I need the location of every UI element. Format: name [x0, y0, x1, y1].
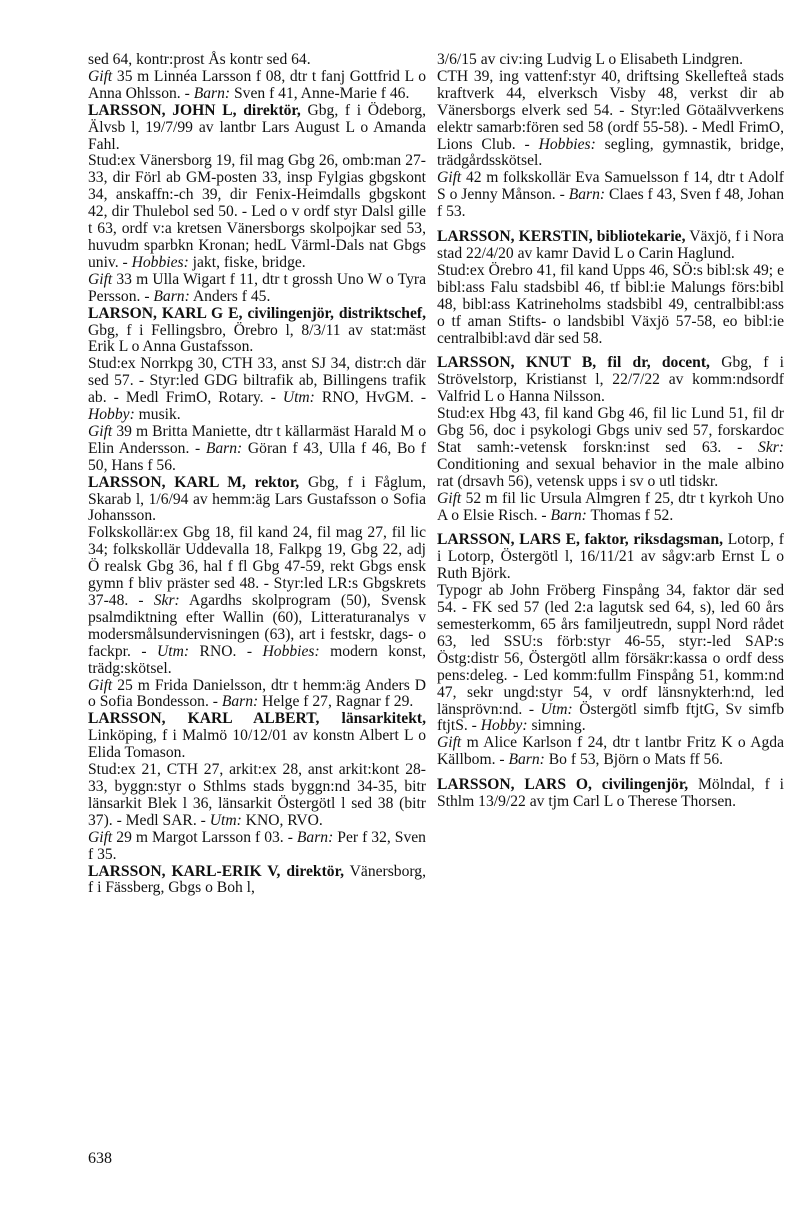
skr-label: Skr: — [153, 592, 180, 609]
children-label: Barn: — [205, 439, 243, 457]
entry-role: bibliotekarie, — [592, 228, 686, 246]
right-column — [437, 52, 784, 811]
family-text: 29 m Margot Larsson f 03. - — [112, 828, 297, 846]
family-text: 35 m Linnéa Larsson f 08, dtr t fanj Gottfrid L o Anna Ohlsson. - — [88, 67, 426, 102]
family-text: m Alice Karlson f 24, dtr t lantbr Fritz K o Agda Källbom. - — [437, 734, 784, 769]
entry-role: faktor, riksdagsman, — [579, 531, 724, 549]
family-text: 25 m Frida Danielsson, dtr t hemm:äg Anders D o Sofia Bondesson. - — [88, 676, 426, 711]
entry-karl-albert-larsson — [88, 711, 426, 863]
children-label: Barn: — [296, 828, 334, 846]
children-label: Barn: — [153, 287, 190, 305]
entry-career: CTH 39, ing vattenf:styr 40, driftsing Skellefteå stads kraftverk 44, elverksch Visby 48, verkst dir ab Vänersborgs elverk sed 54. - Styr:led Götaälvverkens elektr samarb:fören sed 58 (ordf 55-58). - Medl FrimO, Lions Club. - — [437, 67, 784, 153]
family-text: 42 m folkskollär Eva Samuelsson f 14, dtr t Adolf S o Jenny Månson. - — [437, 169, 784, 204]
entry-career: Folkskollär:ex Gbg 18, fil kand 24, fil mag 27, fil lic 34; folkskollär Uddevalla 18, Falkpg 19, Gbg 22, adj Ö realsk Gbg 36, hal f fl Gbg 47-59, rekt Gbgs ensk gymn f bliv präster sed 48. - Styr:led LR:s Gbgskrets 37-48. - — [88, 524, 426, 609]
entry-role: fil dr, docent, — [596, 354, 710, 372]
entry-career: Stud:ex 21, CTH 27, arkit:ex 28, anst arkit:kont 28-33, byggn:styr o Sthlms stads byggn:nd 34-35, bitr länsarkit Blek l 36, länsarkit Östergötl l sed 38 (bitr 37). - Medl SAR. - — [88, 761, 426, 829]
hobbies-label: Hobbies: — [538, 135, 596, 153]
family-text: 39 m Britta Maniette, dtr t källarmäst Harald M o Elin Andersson. - — [88, 422, 426, 457]
entry-name: LARSON, KARL G E, — [88, 304, 243, 322]
utm-text: Östergötl simfb ftjtG, Sv simfb ftjtS. - — [437, 700, 784, 735]
skr-text: Conditioning and sexual behavior in the male albino rat (drsavh 56), vetensk upps i sv o utl tidskr. — [437, 455, 784, 490]
children-label: Barn: — [508, 751, 545, 769]
continuation-entry — [88, 52, 426, 103]
continuation-family — [88, 69, 426, 103]
hobby-text: simning. — [527, 717, 586, 735]
page-number: 638 — [88, 1150, 112, 1167]
family-label: Gift — [88, 676, 113, 694]
entry-name: LARSSON, KARL-ERIK V, — [88, 862, 281, 880]
children-text: Per f 32, Sven f 35. — [88, 828, 426, 863]
utm-label: Utm: — [209, 811, 242, 829]
entry-lars-o-larsson — [437, 777, 784, 811]
hobby-label: Hobby: — [480, 717, 528, 735]
children-text: Göran f 43, Ulla f 46, Bo f 50, Hans f 56. — [88, 439, 426, 474]
hobbies-label: Hobbies: — [262, 642, 320, 660]
utm-label: Utm: — [282, 389, 315, 407]
entry-name: LARSSON, KNUT B, — [437, 354, 597, 372]
entry-intro: Linköping, f i Malmö 10/12/01 av konstn Albert L o Elida Tomason. — [88, 727, 426, 762]
entry-role: direktör, — [236, 101, 301, 119]
family-label: Gift — [437, 734, 462, 752]
children-text: Anders f 45. — [189, 287, 271, 305]
family-label: Gift — [88, 422, 113, 440]
children-label: Barn: — [193, 84, 231, 102]
utm-text: RNO, HvGM. - — [314, 389, 427, 407]
utm-label: Utm: — [157, 642, 190, 660]
entry-career: Stud:ex Hbg 43, fil kand Gbg 46, fil lic Lund 51, fil dr Gbg 56, doc i psykologi Gbgs univ sed 57, forskardoc Stat samh:-vetensk forskn:inst sed 63. - — [437, 405, 784, 456]
entry-karl-erik-v-larsson — [88, 864, 426, 898]
entry-intro: Gbg, f i Fåglum, Skarab l, 1/6/94 av hemm:äg Lars Gustafsson o Sofia Johansson. — [88, 473, 427, 525]
entry-career: Stud:ex Örebro 41, fil kand Upps 46, SÖ:s bibl:sk 49; e bibl:ass Falu stadsbibl 46, tf bibl:ie Malungs förs:bibl 48, bibl:ass Katrineholms stadsbibl 49, centralbibl:ass o tf aman Stifts- o landsbibl Växjö 57-58, eo bibl:ie centralbibl:avd där sed 58. — [437, 261, 784, 347]
entry-kerstin-larsson — [437, 229, 784, 347]
entry-intro: 3/6/15 av civ:ing Ludvig L o Elisabeth Lindgren. — [437, 51, 744, 68]
entry-role: rektor, — [245, 473, 300, 491]
family-label: Gift — [437, 169, 462, 187]
entry-intro: Gbg, f i Ödeborg, Älvsb l, 19/7/99 av lantbr Lars August L o Amanda Fahl. — [88, 101, 426, 153]
entry-career: Stud:ex Vänersborg 19, fil mag Gbg 26, omb:man 27-33, dir Förl ab GM-posten 33, insp Fylgias gbgskont 34, anskaffn:-ch 39, dir Fenix-Heimdalls gbgskont 42, dir Thulebol sed 50. - Led o v ordf styr Dalsl gille t 63, ordf v:a kretsen Vänersborgs skolpojkar sed 53, huvudm sparbkn Kronan; hedL Värml-Dals nat Gbgs univ. - — [88, 152, 426, 271]
entry-role: länsarkitekt, — [319, 710, 426, 728]
entry-lars-e-larsson — [437, 532, 784, 769]
entry-intro: Lotorp, f i Lotorp, Östergötl l, 16/11/21 av sågv:arb Ernst L o Ruth Björk. — [437, 531, 784, 583]
entry-karl-g-e-larson — [88, 306, 426, 475]
entry-intro: Mölndal, f i Sthlm 13/9/22 av tjm Carl L o Therese Thorsen. — [437, 776, 785, 811]
children-text: Thomas f 52. — [586, 506, 674, 524]
left-column — [88, 52, 426, 897]
continuation-entry — [437, 52, 784, 221]
hobbies-text: segling, gymnastik, bridge, trädgårdsskötsel. — [437, 135, 784, 170]
entry-role: civilingenjör, distriktschef, — [242, 304, 426, 322]
entry-karl-m-larsson — [88, 475, 426, 712]
children-label: Barn: — [221, 693, 259, 711]
entry-career: Typogr ab John Fröberg Finspång 34, faktor där sed 54. - FK sed 57 (led 2:a lagutsk sed 64, s), led 60 års semesterkomm, 65 års familjeutredn, suppl Nord rådet 63, led SSU:s förb:styr 46-55, styr:-led SAP:s Östg:distr 56, Östergötl allm försäkr:kassa o ordf dess pens:deleg. - Led komm:fullm Finspång 51, komm:nd 47, sekr ungd:styr 54, v ordf länsnykterh:nd, led länsprövn:nd. - — [437, 582, 784, 718]
children-text: Claes f 43, Sven f 48, Johan f 53. — [437, 186, 784, 221]
family-label: Gift — [88, 828, 113, 846]
entry-role: direktör, — [280, 862, 344, 880]
entry-intro: Gbg, f i Fellingsbro, Örebro l, 8/3/11 av stat:mäst Erik L o Anna Gustafsson. — [88, 321, 426, 356]
utm-text: KNO, RVO. — [241, 811, 323, 829]
entry-intro: Gbg, f i Strövelstorp, Kristianst l, 22/7/22 av komm:ndsordf Valfrid L o Hanna Nilsson. — [437, 354, 784, 406]
family-label: Gift — [88, 270, 113, 288]
children-text: Helge f 27, Ragnar f 29. — [258, 693, 414, 711]
entry-name: LARSSON, LARS O, — [437, 776, 592, 794]
skr-label: Skr: — [758, 438, 784, 456]
family-text: 52 m fil lic Ursula Almgren f 25, dtr t kyrkoh Uno A o Elsie Risch. - — [437, 489, 784, 524]
entry-name: LARSSON, JOHN L, — [88, 101, 237, 119]
skr-text: Agardhs skolprogram (50), Svensk psalmdiktning efter Wallin (60), Litteraturanalys v modersmålsundervisningen (63), art i festskr, dags- o fackpr. - — [88, 592, 426, 660]
hobbies-label: Hobbies: — [131, 253, 189, 271]
entry-intro: Växjö, f i Nora stad 22/4/20 av kamr David L o Carin Haglund. — [437, 228, 784, 262]
entry-intro: Vänersborg, f i Fässberg, Gbgs o Boh l, — [88, 862, 427, 897]
hobbies-text: jakt, fiske, bridge. — [188, 253, 306, 271]
children-label: Barn: — [568, 186, 606, 204]
entry-name: LARSSON, LARS E, — [437, 531, 580, 549]
family-text: 33 m Ulla Wigart f 11, dtr t grossh Uno W o Tyra Persson. - — [88, 270, 426, 305]
children-label: Barn: — [550, 506, 587, 524]
entry-knut-b-larsson — [437, 355, 784, 524]
continuation-line: sed 64, kontr:prost Ås kontr sed 64. — [88, 51, 311, 68]
entry-role: civilingenjör, — [591, 776, 689, 794]
entry-john-l-larsson — [88, 103, 426, 306]
entry-career: Stud:ex Norrkpg 30, CTH 33, anst SJ 34, distr:ch där sed 57. - Styr:led GDG biltrafik ab, Billingens trafik ab. - Medl FrimO, Rotary. - — [88, 355, 426, 407]
family-label: Gift — [88, 67, 113, 85]
hobby-label: Hobby: — [88, 406, 135, 424]
utm-text: RNO. - — [189, 642, 263, 660]
entry-name: LARSSON, KARL M, — [88, 473, 246, 491]
family-label: Gift — [437, 489, 462, 507]
entry-name: LARSSON, KARL ALBERT, — [88, 710, 320, 728]
utm-label: Utm: — [540, 700, 573, 718]
hobby-text: musik. — [134, 406, 181, 424]
children-text: Bo f 53, Björn o Mats ff 56. — [544, 751, 724, 769]
hobbies-text: modern konst, trädg:skötsel. — [88, 642, 426, 677]
children-text: Sven f 41, Anne-Marie f 46. — [230, 84, 410, 102]
entry-name: LARSSON, KERSTIN, — [437, 228, 593, 246]
